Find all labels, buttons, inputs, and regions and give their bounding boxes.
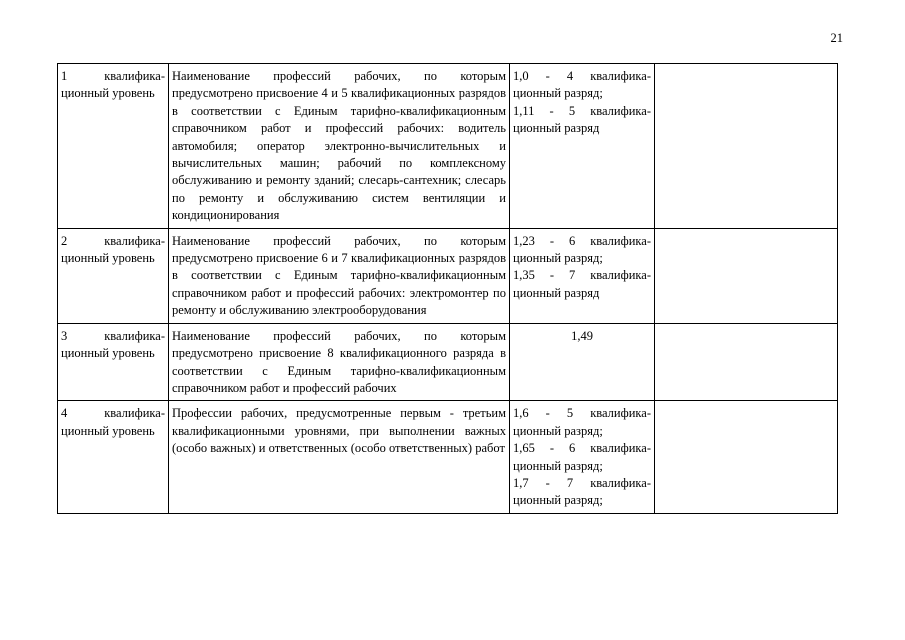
qualification-level-cell: 1 квалифика-ционный уровень: [58, 64, 169, 229]
coefficient-cell: [510, 401, 655, 513]
coefficient-cell: [510, 64, 655, 229]
coefficient-line: 1,23 - 6 квалифика-ционный разряд;: [513, 233, 651, 266]
coefficient-line: 1,0 - 4 квалифика-ционный разряд;: [513, 69, 651, 101]
coefficient-line: 1,6 - 5 квалифика-ционный разряд;: [513, 406, 651, 438]
qualification-level-cell: 3 квалифика-ционный уровень: [58, 323, 169, 401]
professions-cell: Наименование профессий рабочих, по которым предусмотрено присвоение 4 и 5 квалификационных разрядов в соответствии с Единым тарифно-квалификационным справочником работ и профессий рабочих: водитель автомобиля; оператор электронно-вычислительных и вычислительных машин; рабочий по комплексному обслуживанию и ремонту зданий; слесарь-сантехник; слесарь по ремонту и обслуживанию систем вентиляции и кондиционирования: [169, 64, 510, 229]
professions-cell: Наименование профессий рабочих, по которым предусмотрено присвоение 8 квалификационного разряда в соответствии с Единым тарифно-квалификационным справочником работ и профессий рабочих: [169, 323, 510, 401]
coefficient-cell: [510, 228, 655, 323]
qualification-level-cell: 2 квалифика-ционный уровень: [58, 228, 169, 323]
coefficient-line: 1,35 - 7 квалифика-ционный разряд: [513, 268, 651, 300]
table-row: [58, 228, 838, 323]
table-row: [58, 401, 838, 513]
empty-cell: [655, 228, 838, 323]
coefficient-line: 1,65 - 6 квалифика-ционный разряд;: [513, 441, 651, 473]
qualification-level-cell: 4 квалифика-ционный уровень: [58, 401, 169, 513]
empty-cell: [655, 64, 838, 229]
professions-cell: Профессии рабочих, предусмотренные первым - третьим квалификационными уровнями, при выполнении важных (особо важных) и ответственных (особо ответственных) работ: [169, 401, 510, 513]
professions-cell: Наименование профессий рабочих, по которым предусмотрено присвоение 6 и 7 квалификационных разрядов в соответствии с Единым тарифно-квалификационным справочником работ и профессий рабочих: электромонтер по ремонту и обслуживанию электрооборудования: [169, 228, 510, 323]
coefficient-line: 1,7 - 7 квалифика-ционный разряд;: [513, 475, 651, 508]
table-row: [58, 64, 838, 229]
empty-cell: [655, 323, 838, 401]
page-number: 21: [830, 31, 843, 45]
table-row: [58, 323, 838, 401]
empty-cell: [655, 401, 838, 513]
coefficient-cell: 1,49: [510, 323, 655, 401]
coefficient-line: 1,11 - 5 квалифика-ционный разряд: [513, 103, 651, 136]
qualification-table: [57, 63, 838, 514]
